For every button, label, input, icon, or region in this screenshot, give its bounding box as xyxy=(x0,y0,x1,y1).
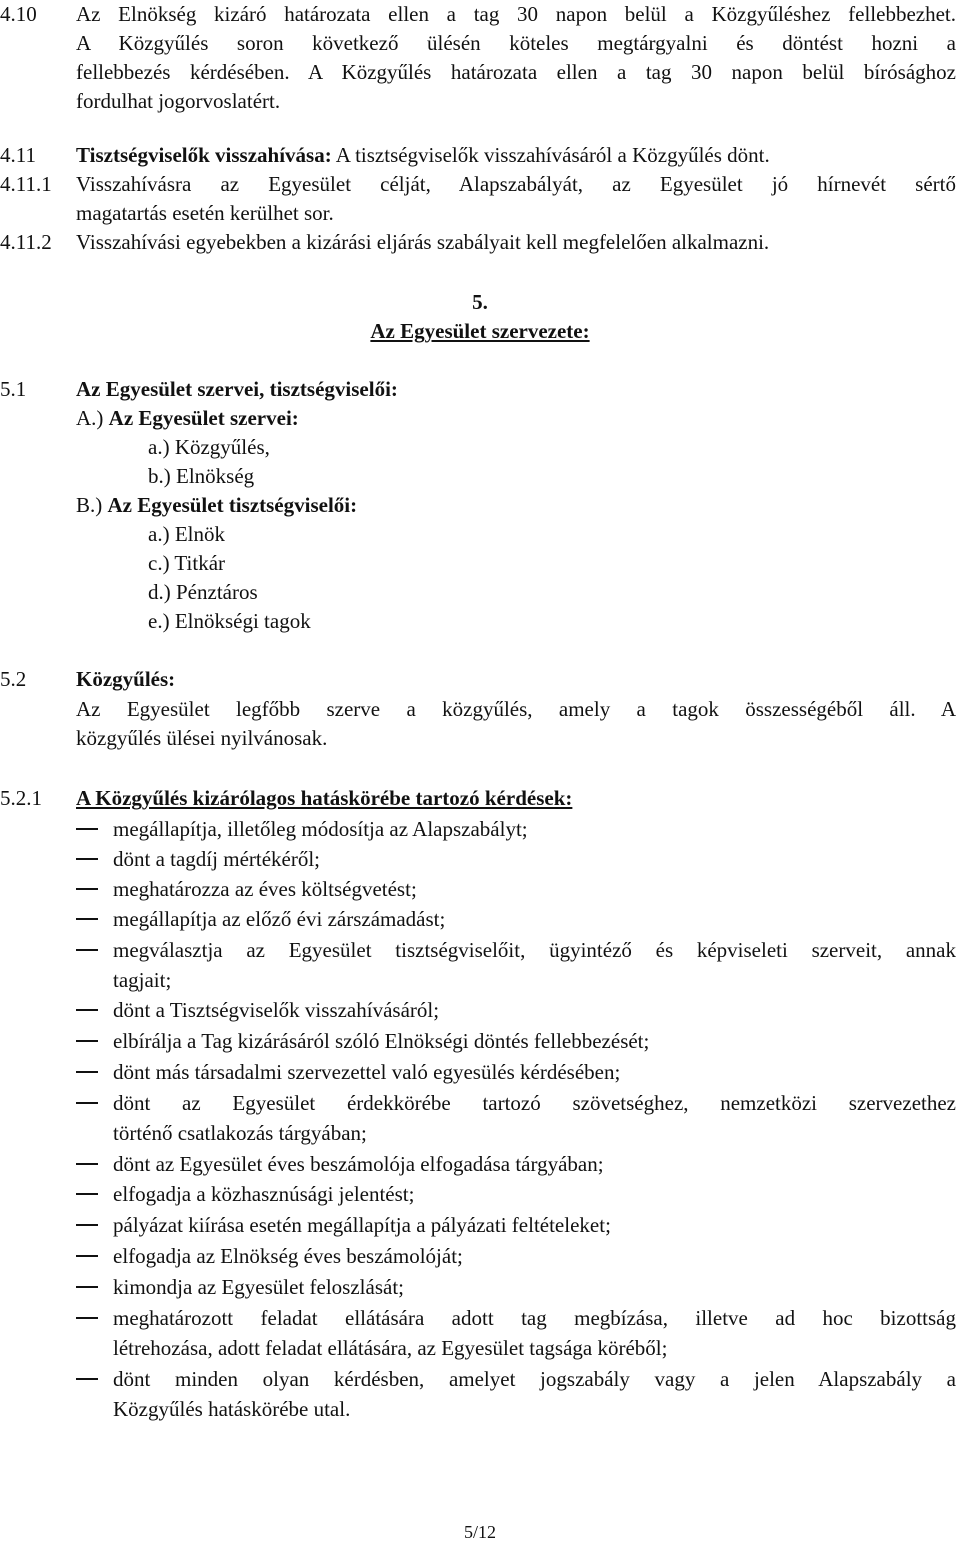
section-text: A tisztségviselők visszahívásáról a Közgyűlés dönt. xyxy=(331,143,770,167)
bullet-text: meghatározott feladat ellátására adott tag megbízása, illetve ad hoc bizottság xyxy=(113,1306,956,1330)
bullet-text: elfogadja az Elnökség éves beszámolóját; xyxy=(113,1244,463,1268)
bullet-text: Közgyűlés hatáskörébe utal. xyxy=(113,1397,351,1421)
subsection-prefix: B.) xyxy=(76,493,108,517)
list-item-text: d.) Pénztáros xyxy=(148,580,258,604)
bullet-text: tagjait; xyxy=(113,968,172,992)
paragraph-line: közgyűlés ülései nyilvánosak. xyxy=(76,726,328,750)
list-item-text: a.) Elnök xyxy=(148,522,225,546)
paragraph-line xyxy=(76,141,956,170)
section-number: 4.11.2 xyxy=(0,230,52,254)
paragraph-line: Visszahívásra az Egyesület célját, Alapszabályát, az Egyesület jó hírnevét sértő xyxy=(76,172,956,196)
subsection-heading xyxy=(76,404,299,433)
bullet-text: dönt az Egyesület éves beszámolója elfogadása tárgyában; xyxy=(113,1152,604,1176)
subsection-heading xyxy=(76,491,357,520)
list-item-text: a.) Közgyűlés, xyxy=(148,435,270,459)
paragraph-line: Az Egyesület legfőbb szerve a közgyűlés, amely a tagok összességéből áll. A xyxy=(76,697,956,721)
section-title: Közgyűlés: xyxy=(76,667,176,691)
page-number: 5/12 xyxy=(463,1522,496,1542)
paragraph-line: fellebbezés kérdésében. A Közgyűlés határozata ellen a tag 30 napon belül bírósághoz xyxy=(76,60,956,84)
bullet-text: elfogadja a közhasznúsági jelentést; xyxy=(113,1182,415,1206)
bullet-text: megállapítja, illetőleg módosítja az Alapszabályt; xyxy=(113,817,528,841)
list-item-text: e.) Elnökségi tagok xyxy=(148,609,311,633)
bullet-text: dönt a tagdíj mértékéről; xyxy=(113,847,321,871)
section-number: 5.1 xyxy=(0,377,27,401)
subsection-prefix: A.) xyxy=(76,406,109,430)
bullet-text: létrehozása, adott feladat ellátására, az Egyesület tagsága köréből; xyxy=(113,1336,668,1360)
section-number: 4.11 xyxy=(0,143,36,167)
section-title: Az Egyesület szervei, tisztségviselői: xyxy=(76,377,398,401)
bullet-text: pályázat kiírása esetén megállapítja a pályázati feltételeket; xyxy=(113,1213,611,1237)
bullet-text: dönt az Egyesület érdekkörébe tartozó szövetséghez, nemzetközi szervezethez xyxy=(113,1091,956,1115)
bullet-text: megállapítja az előző évi zárszámadást; xyxy=(113,907,446,931)
subsection-title: Az Egyesület szervei: xyxy=(108,406,299,430)
chapter-title-text: Az Egyesület szervezete: xyxy=(370,319,590,343)
list-item-text: c.) Titkár xyxy=(148,551,226,575)
bullet-text: kimondja az Egyesület feloszlását; xyxy=(113,1275,404,1299)
bullet-text: történő csatlakozás tárgyában; xyxy=(113,1121,367,1145)
chapter-title xyxy=(0,317,960,346)
section-title: Tisztségviselők visszahívása: xyxy=(76,143,332,167)
bullet-text: dönt minden olyan kérdésben, amelyet jogszabály vagy a jelen Alapszabály a xyxy=(113,1367,956,1391)
section-number: 5.2.1 xyxy=(0,786,42,810)
section-number: 4.10 xyxy=(0,2,37,26)
bullet-text: dönt a Tisztségviselők visszahívásáról; xyxy=(113,998,440,1022)
paragraph-line: magatartás esetén kerülhet sor. xyxy=(76,201,334,225)
paragraph-line: Visszahívási egyebekben a kizárási eljárás szabályait kell megfelelően alkalmazni. xyxy=(76,230,770,254)
section-number: 4.11.1 xyxy=(0,172,52,196)
bullet-text: elbírálja a Tag kizárásáról szóló Elnökségi döntés fellebbezését; xyxy=(113,1029,650,1053)
section-number: 5.2 xyxy=(0,667,27,691)
paragraph-line: Az Elnökség kizáró határozata ellen a tag 30 napon belül a Közgyűléshez fellebbezhet. xyxy=(76,2,956,26)
chapter-number: 5. xyxy=(472,290,488,314)
paragraph-line: A Közgyűlés soron következő ülésén köteles megtárgyalni és döntést hozni a xyxy=(76,31,956,55)
paragraph-line: fordulhat jogorvoslatért. xyxy=(76,89,281,113)
bullet-text: meghatározza az éves költségvetést; xyxy=(113,877,417,901)
subsection-title: Az Egyesület tisztségviselői: xyxy=(107,493,358,517)
list-item-text: b.) Elnökség xyxy=(148,464,255,488)
bullet-text: dönt más társadalmi szervezettel való egyesülés kérdésében; xyxy=(113,1060,621,1084)
bullet-text: megválasztja az Egyesület tisztségviselőit, ügyintéző és képviseleti szerveit, annak xyxy=(113,938,956,962)
section-title: A Közgyűlés kizárólagos hatáskörébe tartozó kérdések: xyxy=(76,786,573,810)
